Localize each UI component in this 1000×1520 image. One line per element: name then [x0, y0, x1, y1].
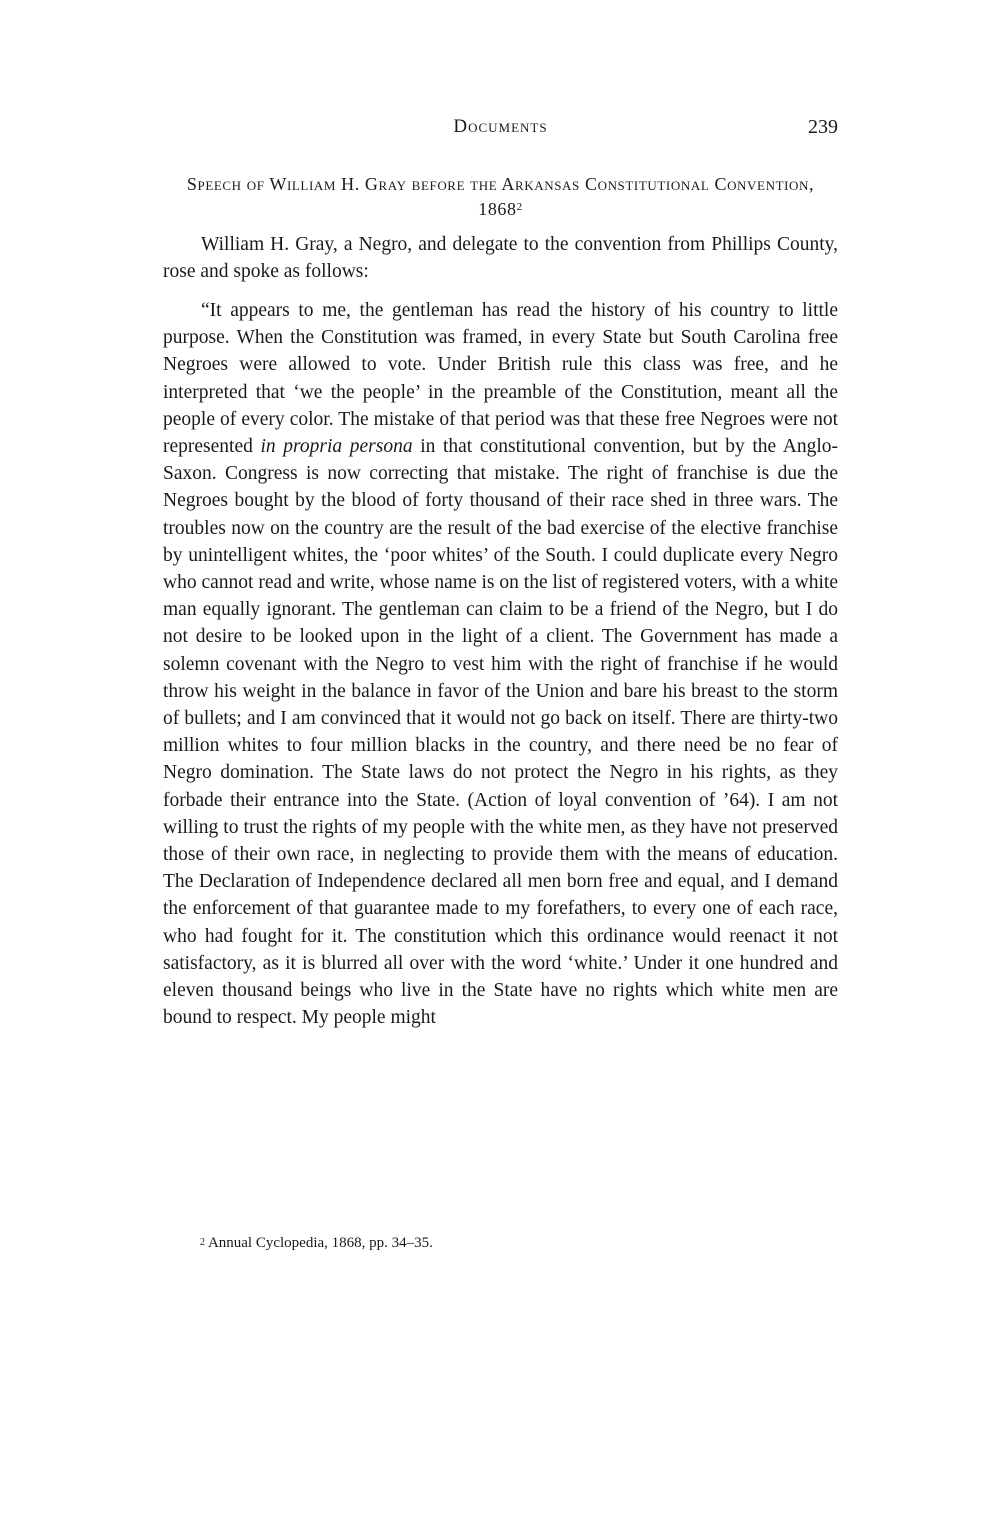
speech-text-part2: in that constitutional convention, but by the Anglo-Saxon. Congress is now correcting that mistake. The right of franchise is due the Negroes bought by the blood of forty thousand of their race shed in three wars. The troubles now on the country are the result of the bad exercise of the elective franchise by unintelligent whites, the ‘poor whites’ of the South. I could duplicate every Negro who cannot read and write, whose name is on the list of registered voters, with a white man equally ignorant. The gentleman can claim to be a friend of the Negro, but I do not desire to be looked upon in the light of a client. The Government has made a solemn covenant with the Negro to vest him with the right of franchise if he would throw his weight in the balance in favor of the Union and bare his breast to the storm of bullets; and I am convinced that it would not go back on itself. There are thirty-two million whites to four million blacks in the country, and there need be no fear of Negro domination. The State laws do not protect the Negro in his rights, as they forbade their entrance into the State. (Action of loyal convention of ’64). I am not willing to trust the rights of my people with the white men, as they have not preserved those of their own race, in neglecting to provide them with the means of education. The Declaration of Independence declared all men born free and equal, and I demand the enforcement of that guarantee made to my forefathers, to every one of each race, who had fought for it. The constitution which this ordinance would reenact it not satisfactory, as it is blurred all over with the word ‘white.’ Under it one hundred and eleven thousand beings who live in the State have no rights which white men are bound to respect. My people might [163, 436, 838, 1029]
intro-paragraph: William H. Gray, a Negro, and delegate to the convention from Phillips County, rose and spoke as follows: [163, 234, 838, 282]
footnote [200, 1233, 800, 1253]
section-title [163, 172, 838, 222]
title-footnote-marker[interactable]: 2 [516, 201, 523, 213]
speech-italic-phrase: in propria persona [260, 436, 413, 458]
speech-paragraph [163, 297, 838, 1031]
running-header [163, 116, 838, 146]
section-title-text: Speech of William H. Gray before the Arkansas Constitutional Convention, 1868 [186, 174, 815, 219]
running-title: Documents [453, 116, 548, 137]
speech-text-part1: “It appears to me, the gentleman has read the history of his country to little purpose. When the Constitution was framed, in every State but South Carolina free Negroes were allowed to vote. Under British rule this class was free, and he interpreted that ‘we the people’ in the preamble of the Constitution, meant all the people of every color. The mistake of that period was that these free Negroes were not represented [163, 300, 838, 458]
footnote-marker: 2 [200, 1237, 205, 1248]
page-number: 239 [808, 116, 838, 138]
footnote-text: Annual Cyclopedia, 1868, pp. 34–35. [207, 1235, 433, 1251]
